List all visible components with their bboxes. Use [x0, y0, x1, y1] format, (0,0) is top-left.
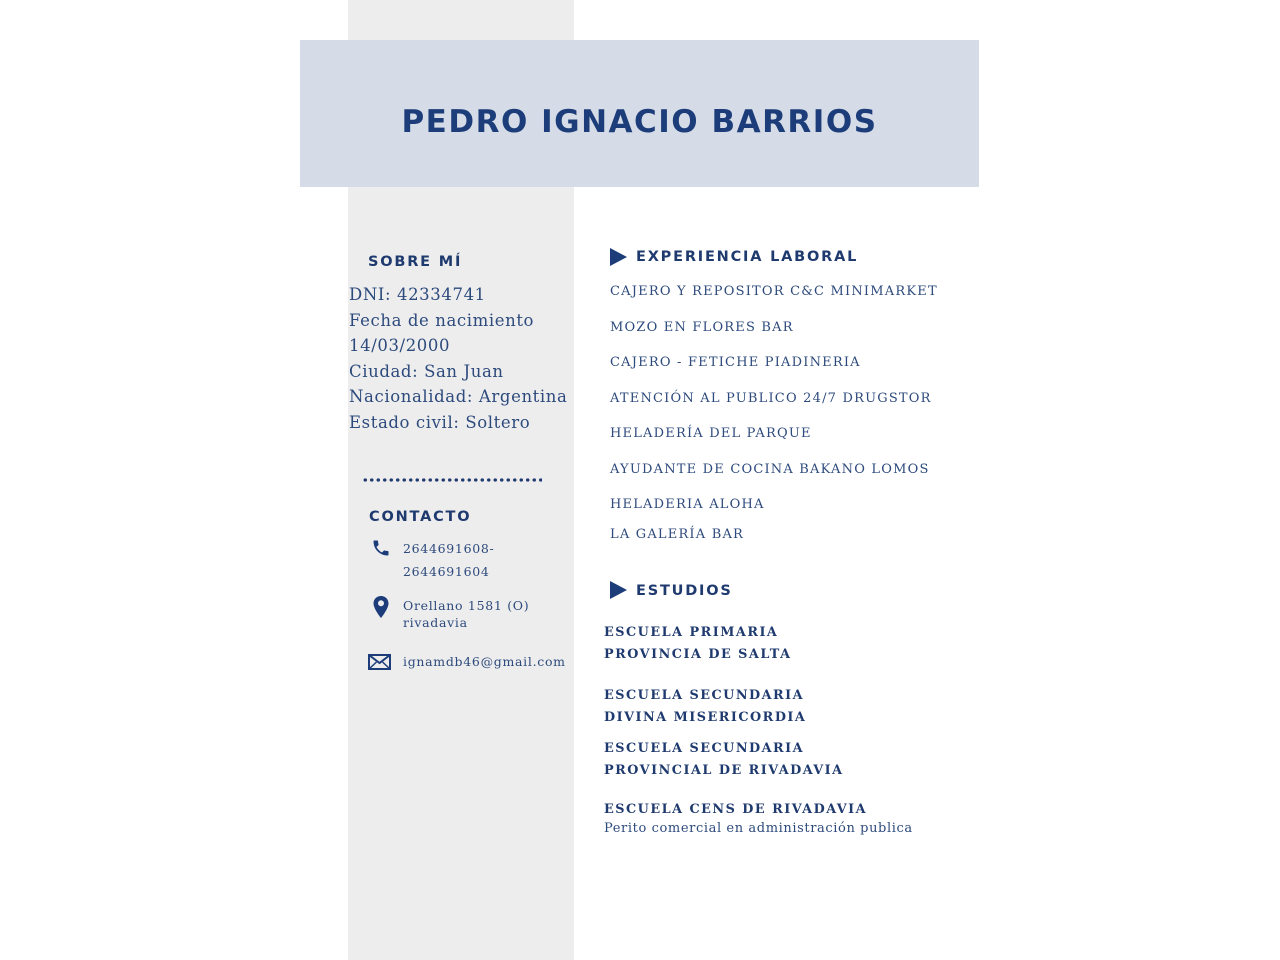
address-line-2: rivadavia [403, 615, 468, 630]
about-nationality: Nacionalidad: Argentina [349, 387, 568, 407]
study-item [604, 738, 844, 781]
phone-line-1: 2644691608- [403, 541, 495, 556]
play-arrow-icon [610, 581, 627, 599]
about-birth-date: 14/03/2000 [349, 336, 451, 356]
play-arrow-icon [610, 248, 627, 266]
about-title: SOBRE MÍ [368, 254, 463, 270]
study-school: ESCUELA SECUNDARIA [604, 688, 805, 703]
location-pin-icon [371, 595, 391, 619]
experience-item: LA GALERÍA BAR [610, 527, 745, 542]
experience-item: HELADERIA ALOHA [610, 497, 765, 512]
contact-phone[interactable] [403, 539, 494, 582]
study-subtitle: Perito comercial en administración publica [604, 821, 913, 836]
study-detail: PROVINCIA DE SALTA [604, 646, 792, 662]
mail-icon [368, 654, 391, 670]
about-dni: DNI: 42334741 [349, 285, 486, 304]
experience-title: EXPERIENCIA LABORAL [636, 249, 859, 265]
experience-item: HELADERÍA DEL PARQUE [610, 426, 812, 441]
experience-item: ATENCIÓN AL PUBLICO 24/7 DRUGSTOR [610, 391, 932, 406]
experience-item: CAJERO - FETICHE PIADINERIA [610, 355, 861, 370]
study-item [604, 799, 867, 821]
address-line-1: Orellano 1581 (O) [403, 598, 530, 613]
study-detail: DIVINA MISERICORDIA [604, 709, 807, 725]
contact-email[interactable]: ignamdb46@gmail.com [403, 654, 566, 669]
study-detail: PROVINCIAL DE RIVADAVIA [604, 762, 844, 778]
dotted-divider [362, 478, 542, 482]
studies-title: ESTUDIOS [636, 583, 733, 599]
study-item [604, 685, 806, 728]
about-city: Ciudad: San Juan [349, 361, 504, 381]
person-name: PEDRO IGNACIO BARRIOS [401, 104, 878, 140]
phone-icon [371, 538, 391, 558]
study-school: ESCUELA SECUNDARIA [604, 741, 805, 756]
experience-item: MOZO EN FLORES BAR [610, 320, 794, 335]
study-item [604, 622, 792, 665]
study-school: ESCUELA PRIMARIA [604, 625, 779, 640]
contact-address [403, 597, 529, 631]
phone-line-2: 2644691604 [403, 564, 490, 579]
about-info [349, 282, 567, 436]
experience-item: AYUDANTE DE COCINA BAKANO LOMOS [610, 462, 930, 477]
about-civil-status: Estado civil: Soltero [349, 412, 531, 432]
study-school: ESCUELA CENS DE RIVADAVIA [604, 802, 868, 817]
about-birth-label: Fecha de nacimiento [349, 310, 535, 330]
contact-title: CONTACTO [369, 509, 472, 525]
experience-item: CAJERO Y REPOSITOR C&C MINIMARKET [610, 284, 938, 299]
